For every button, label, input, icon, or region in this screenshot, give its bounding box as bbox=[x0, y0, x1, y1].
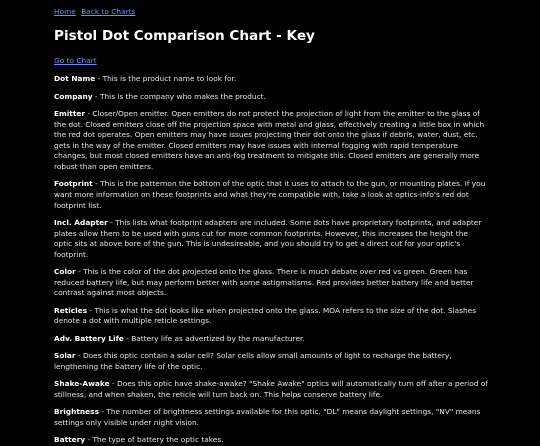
key-entry-color bbox=[54, 267, 488, 299]
key-description: This lists what footprint adapters are included. Some dots have proprietary footprints, and adapter plates allow them to be used with guns cut for more common footprints. However, this increases the height the optic sits at above bore of the gun. This is undesireable, and you should try to get a direct cut for your optic's footprint. bbox=[54, 218, 482, 259]
key-term: Emitter bbox=[54, 109, 86, 119]
key-description: The type of battery the optic takes. bbox=[92, 435, 224, 445]
key-term: Company bbox=[54, 91, 93, 101]
key-separator: - bbox=[92, 179, 101, 189]
key-term: Dot Name bbox=[54, 74, 96, 84]
key-description: Battery life as advertized by the manufacturer. bbox=[131, 333, 305, 343]
key-entry-solar bbox=[54, 351, 488, 372]
key-entry-emitter bbox=[54, 109, 488, 172]
key-separator: - bbox=[107, 218, 116, 228]
key-separator: - bbox=[95, 74, 103, 84]
key-term: Battery bbox=[54, 435, 86, 445]
key-description: The number of brightness settings available for this optic. "DL" means daylight settings, "NV" means settings only visible under night vision. bbox=[54, 407, 481, 427]
key-separator: - bbox=[85, 435, 93, 445]
key-entry-battery bbox=[54, 435, 488, 446]
key-entry-incl-adapter bbox=[54, 218, 488, 260]
key-term: Shake-Awake bbox=[54, 379, 110, 389]
back-to-charts-link[interactable]: Back to Charts bbox=[81, 7, 136, 16]
key-separator: - bbox=[75, 267, 84, 277]
key-separator: - bbox=[75, 351, 83, 361]
key-description: This is the patternon the bottom of the optic that it uses to attach to the gun, or mounting plates. If you want more information on these footprints and what they're compatible with, take a look at optics-info's red dot footprint list. bbox=[54, 179, 486, 210]
key-separator: - bbox=[92, 91, 100, 101]
key-separator: - bbox=[85, 109, 93, 119]
home-link[interactable]: Home bbox=[54, 7, 76, 16]
page-title: Pistol Dot Comparison Chart - Key bbox=[54, 27, 315, 44]
key-term: Incl. Adapter bbox=[54, 218, 108, 228]
go-to-chart-link[interactable]: Go to Chart bbox=[54, 55, 97, 65]
key-separator: - bbox=[87, 305, 95, 315]
key-term: Color bbox=[54, 267, 76, 277]
page-content bbox=[54, 7, 488, 446]
key-description: This is the company who makes the product. bbox=[99, 91, 266, 101]
key-entry-company bbox=[54, 92, 488, 103]
key-separator: - bbox=[109, 379, 118, 389]
key-term: Adv. Battery Life bbox=[54, 333, 124, 343]
key-entry-brightness bbox=[54, 407, 488, 428]
goto-chart-paragraph bbox=[54, 56, 488, 67]
key-entry-shake-awake bbox=[54, 379, 488, 400]
key-description: Closer/Open emitter. Open emitters do not protect the projection of light from the emitter to the glass of the dot. Closed emitters close off the projection space with metal and glass, effectively creating a little box in which the red dot operates. Open emitters may have issues projecting their dot onto the glass if debris, water, dust, etc. gets in the way of the emitter. Closed emitters may have issues with internal fogging with rapid temperature changes, but most closed emitters have an anti-fog treatment to mitigate this. Closed emitters are generally more robust than open emitters. bbox=[54, 109, 485, 171]
key-term: Footprint bbox=[54, 179, 93, 189]
key-description: This is the product name to look for. bbox=[102, 74, 237, 84]
key-entry-adv-battery-life bbox=[54, 334, 488, 345]
key-term: Solar bbox=[54, 351, 76, 361]
key-separator: - bbox=[123, 333, 132, 343]
key-separator: - bbox=[98, 407, 107, 417]
key-term: Reticles bbox=[54, 305, 88, 315]
key-description: This is what the dot looks like when projected onto the glass. MOA refers to the size of the dot. Slashes denote a dot with multiple reticle settings. bbox=[54, 305, 477, 326]
key-entry-footprint bbox=[54, 179, 488, 211]
key-description: This is the color of the dot projected onto the glass. There is much debate over red vs green. Green has reduced battery life, but may perform better with some astigmatisms. Red provides better battery life and better contrast against most objects. bbox=[54, 267, 474, 298]
key-entry-reticles bbox=[54, 306, 488, 327]
key-description: Does this optic contain a solar cell? Solar cells allow small amounts of light to recharge the battery, lengthening the battery life of the optic. bbox=[54, 351, 452, 371]
key-description: Does this optic have shake-awake? "Shake Awake" optics will automatically turn off after a period of stillness, and when shaken, the reticle will turn back on. This helps conserve battery life. bbox=[54, 379, 488, 399]
key-term: Brightness bbox=[54, 407, 99, 417]
key-entry-dot-name bbox=[54, 74, 488, 85]
top-nav bbox=[54, 7, 488, 18]
key-list bbox=[54, 74, 488, 445]
